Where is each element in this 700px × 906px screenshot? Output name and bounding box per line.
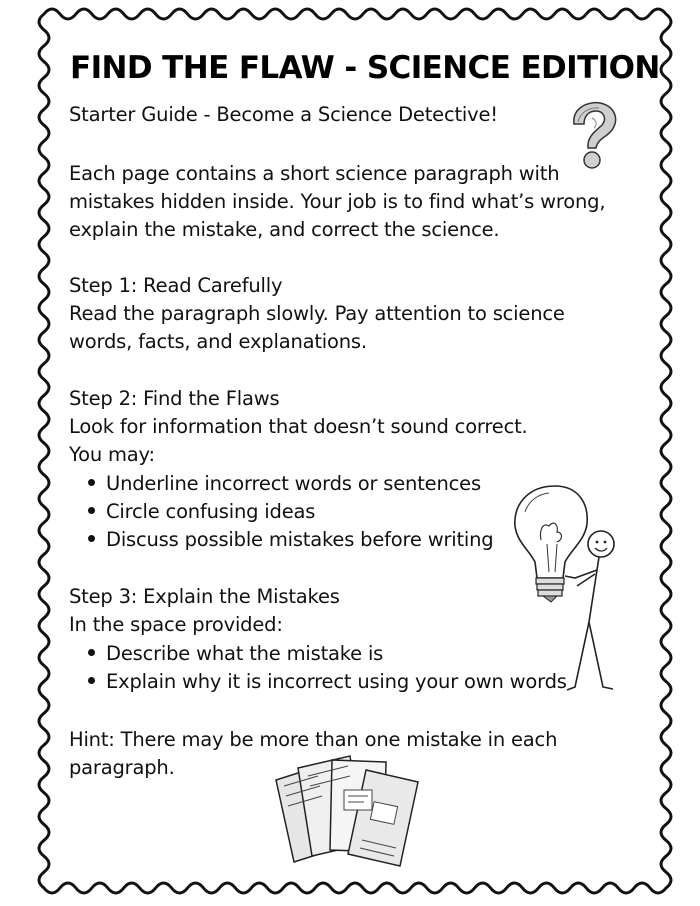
page-title: FIND THE FLAW - SCIENCE EDITION [70, 50, 660, 86]
step2-line-2: You may: [69, 443, 155, 466]
subtitle: Starter Guide - Become a Science Detective! [69, 103, 498, 126]
step1-line-2: words, facts, and explanations. [69, 330, 367, 353]
lightbulb-person-icon [505, 482, 630, 697]
list-item [88, 642, 383, 666]
bullet-dot [88, 677, 95, 684]
step3-heading: Step 3: Explain the Mistakes [69, 585, 340, 608]
bullet-text: Circle confusing ideas [106, 500, 316, 523]
bullet-text: Explain why it is incorrect using your own words [106, 670, 567, 693]
bullet-text: Describe what the mistake is [106, 642, 384, 665]
list-item [88, 500, 315, 524]
notebooks-icon [268, 752, 430, 870]
step2-heading: Step 2: Find the Flaws [69, 387, 280, 410]
bullet-dot [88, 649, 95, 656]
intro-line-1: Each page contains a short science paragraph with [69, 162, 560, 185]
step1-line-1: Read the paragraph slowly. Pay attention to science [69, 302, 565, 325]
bullet-dot [88, 535, 95, 542]
bullet-text: Discuss possible mistakes before writing [106, 528, 494, 551]
intro-line-3: explain the mistake, and correct the science. [69, 218, 500, 241]
hint-line-2: paragraph. [69, 756, 175, 779]
list-item [88, 670, 567, 694]
list-item [88, 528, 494, 552]
question-mark-icon [562, 98, 624, 176]
bullet-text: Underline incorrect words or sentences [106, 472, 481, 495]
step3-line-1: In the space provided: [69, 613, 283, 636]
intro-line-2: mistakes hidden inside. Your job is to find what’s wrong, [69, 190, 606, 213]
hint-line-1: Hint: There may be more than one mistake in each [69, 728, 558, 751]
list-item [88, 472, 481, 496]
step2-line-1: Look for information that doesn’t sound correct. [69, 415, 528, 438]
bullet-dot [88, 507, 95, 514]
step1-heading: Step 1: Read Carefully [69, 274, 283, 297]
bullet-dot [88, 479, 95, 486]
